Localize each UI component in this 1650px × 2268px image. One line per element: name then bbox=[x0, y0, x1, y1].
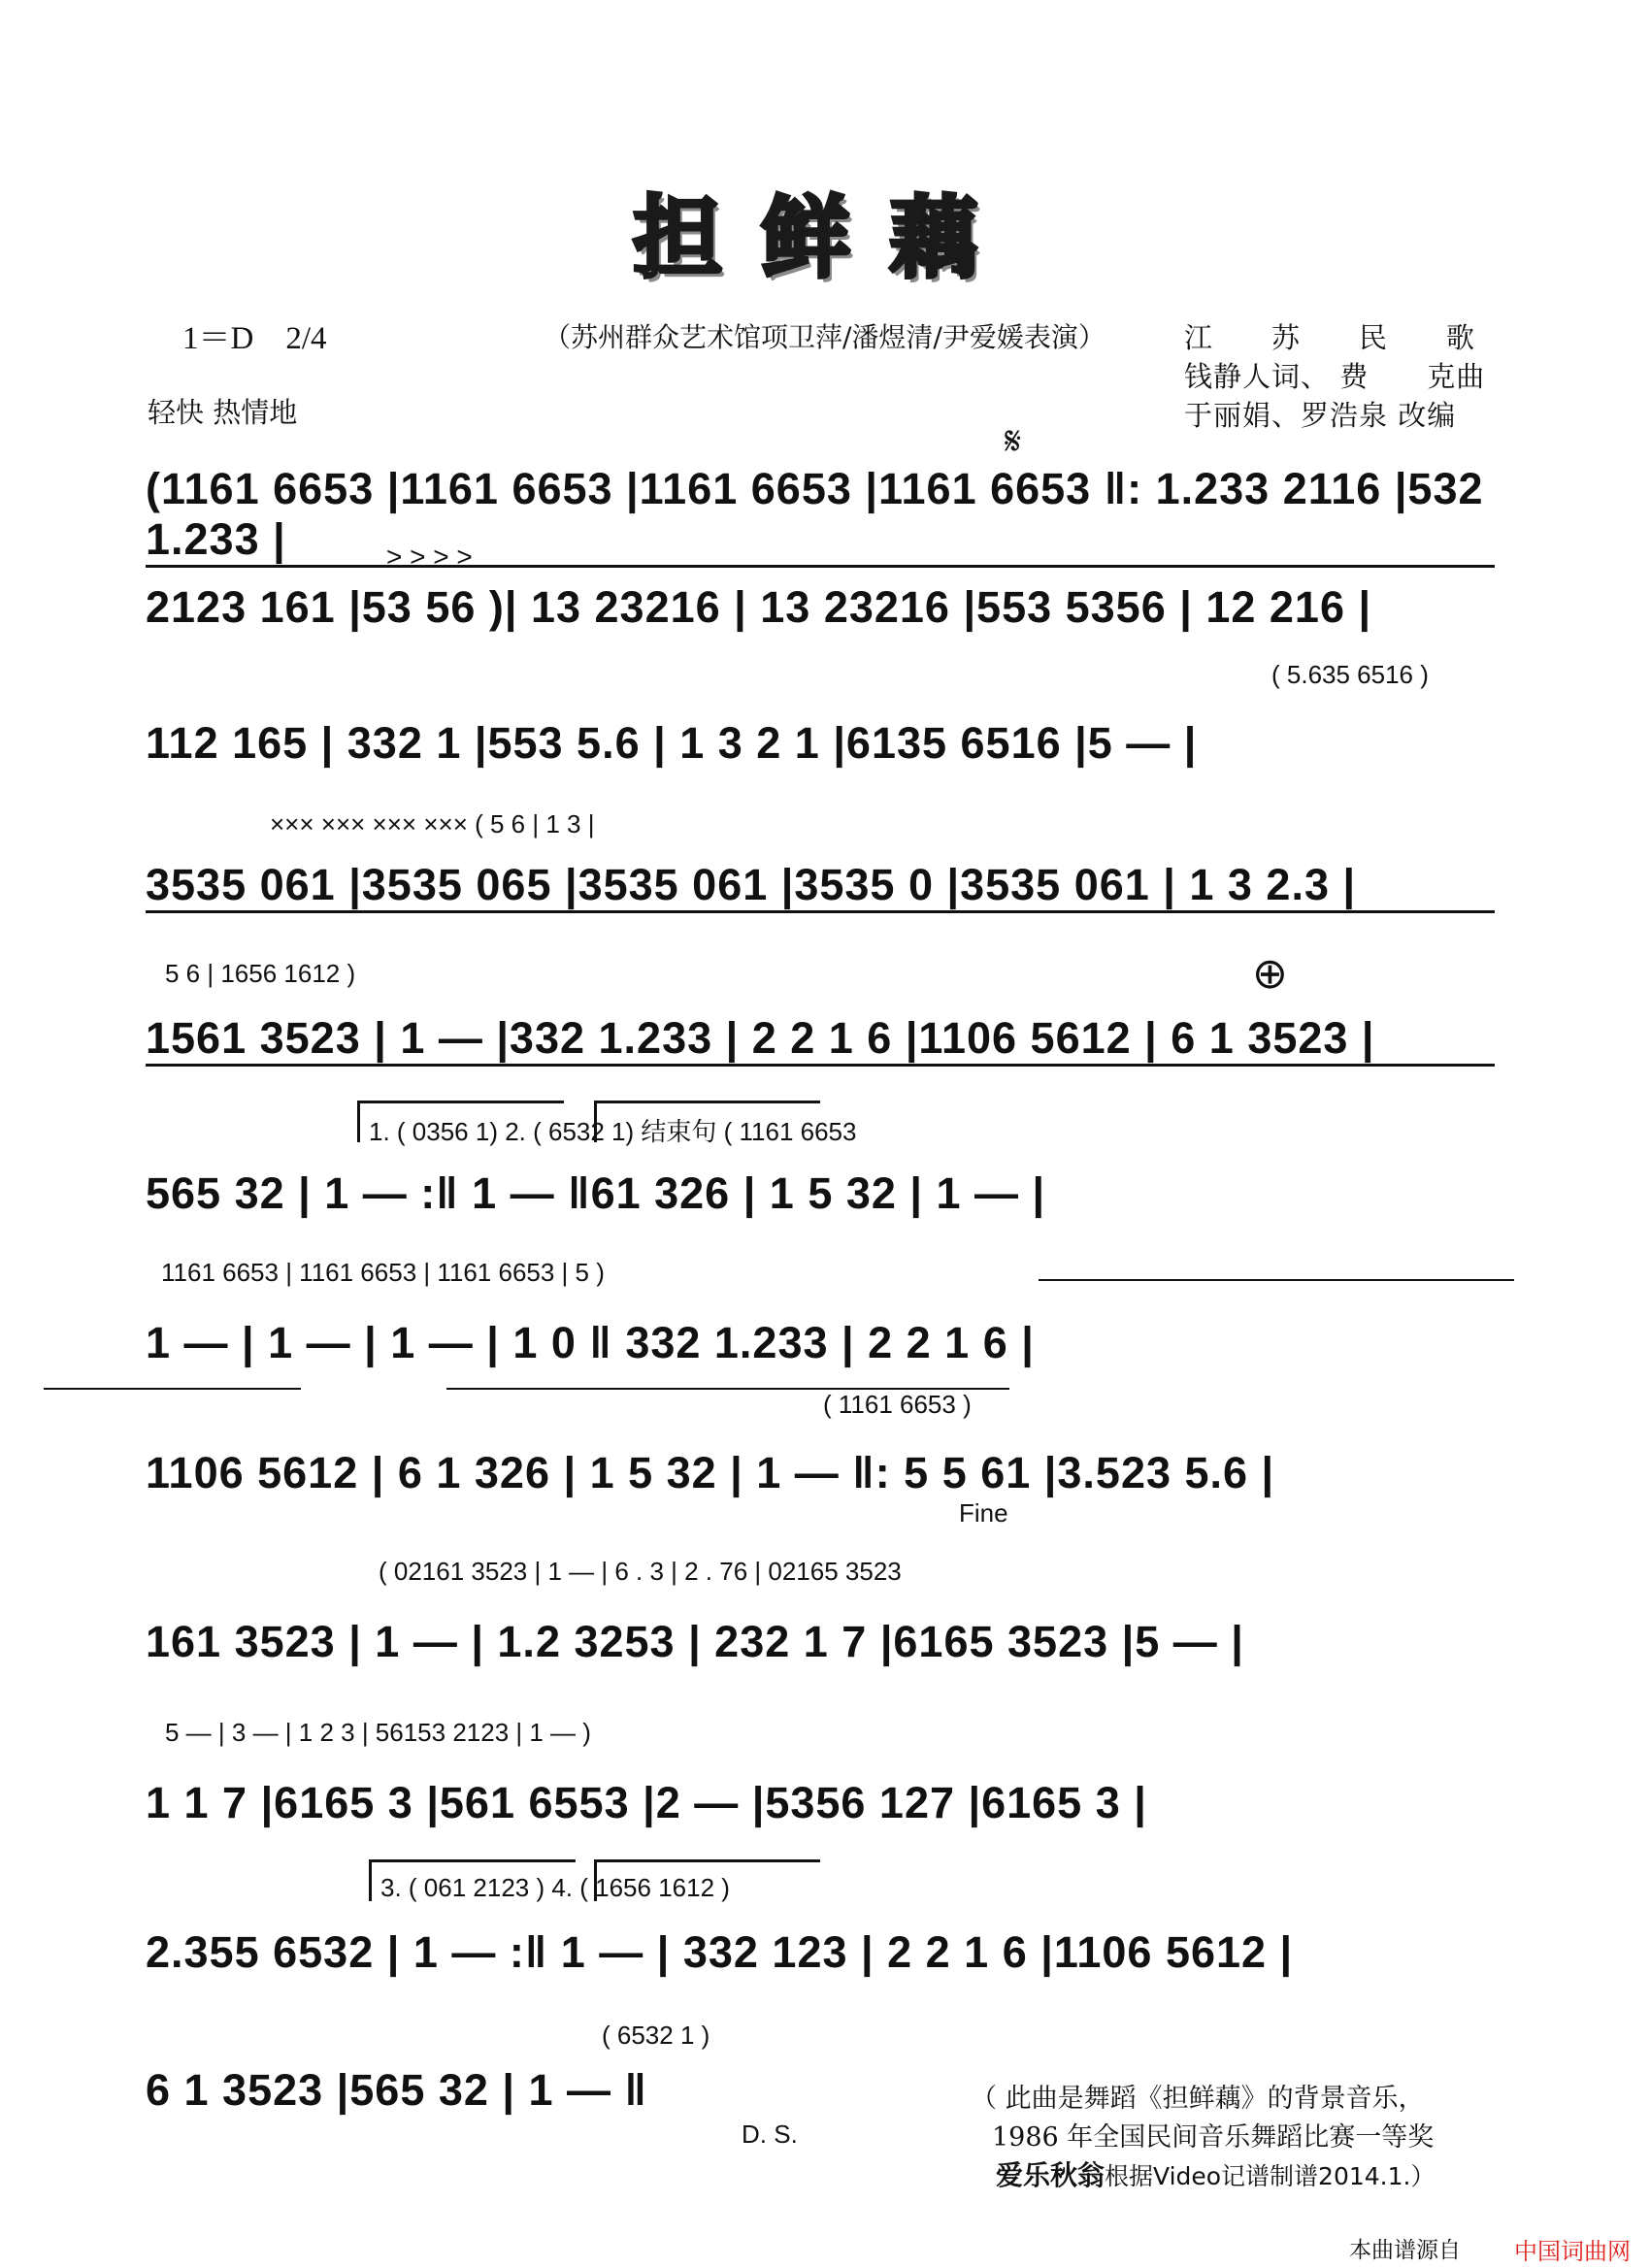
accompaniment-row-4: 5 6 | 1656 1612 ) bbox=[165, 959, 356, 988]
segno-mark: 𝄋 bbox=[1005, 419, 1022, 464]
score-row-9: 161 3523 | 1 — | 1.2 3253 | 232 1 7 |6165 3523 |5 — | bbox=[146, 1617, 1244, 1666]
note-line-2: 1986 年全国民间音乐舞蹈比赛一等奖 bbox=[992, 2122, 1435, 2153]
score-row-10: 1 1 7 |6165 3 |561 6553 |2 — |5356 127 |6165 3 | bbox=[146, 1778, 1147, 1827]
ds-marking: D. S. bbox=[742, 2120, 798, 2149]
score-row-12: 6 1 3523 |565 32 | 1 — ‖ bbox=[146, 2065, 647, 2115]
score-row-3: 112 165 | 332 1 |553 5.6 | 1 3 2 1 |6135 6516 |5 — | bbox=[146, 718, 1198, 768]
hold-line-left bbox=[44, 1388, 301, 1390]
fine-marking: Fine bbox=[959, 1498, 1008, 1528]
clap-marks: ××× ××× ××× ××× ( 5 6 | 1 3 | bbox=[270, 809, 595, 838]
footer-source: 本曲谱源自 bbox=[1349, 2238, 1461, 2263]
song-title: 担鲜藕 bbox=[632, 185, 1017, 290]
note-line-1: （ 此曲是舞蹈《担鲜藕》的背景音乐， bbox=[971, 2084, 1425, 2114]
accompaniment-row-6: 1161 6653 | 1161 6653 | 1161 6653 | 5 ) bbox=[161, 1258, 605, 1287]
ending-markings-2: 3. ( 061 2123 ) 4. ( 1656 1612 ) bbox=[380, 1873, 730, 1902]
score-row-1: (1161 6653 |1161 6653 |1161 6653 |1161 6653 ‖: 1.233 2116 |532 1.233 | bbox=[146, 464, 1495, 568]
note-date: 根据Video记谱制谱2014.1.） bbox=[1105, 2162, 1436, 2190]
performers: （苏州群众艺术馆项卫萍/潘煜清/尹爱媛表演） bbox=[544, 321, 1106, 353]
coda-mark: ⊕ bbox=[1252, 949, 1288, 999]
score-row-6: 565 32 | 1 — :‖ 1 — ‖61 326 | 1 5 32 | 1 — | bbox=[146, 1168, 1046, 1218]
accompaniment-row-9: 5 — | 3 — | 1 2 3 | 56153 2123 | 1 — ) bbox=[165, 1718, 591, 1747]
score-row-7: 1 — | 1 — | 1 — | 1 0 ‖ 332 1.233 | 2 2 1 6 | bbox=[146, 1318, 1035, 1367]
credit-lyricist: 钱静人词、 费 克曲 bbox=[1184, 360, 1486, 393]
note-line-3 bbox=[996, 2154, 1435, 2193]
accompaniment-row-8: ( 02161 3523 | 1 — | 6 . 3 | 2 . 76 | 02165 3523 bbox=[379, 1557, 902, 1586]
footer-site-link[interactable]: 中国词曲网 bbox=[1514, 2238, 1631, 2265]
key-signature: 1＝D 2/4 bbox=[182, 321, 327, 356]
score-row-11: 2.355 6532 | 1 — :‖ 1 — | 332 123 | 2 2 1 6 |1106 5612 | bbox=[146, 1927, 1294, 1977]
accompaniment-row-7: ( 1161 6653 ) bbox=[823, 1390, 972, 1419]
score-row-4: 3535 061 |3535 065 |3535 061 |3535 0 |3535 061 | 1 3 2.3 | bbox=[146, 860, 1495, 913]
score-row-5: 1561 3523 | 1 — |332 1.233 | 2 2 1 6 |1106 5612 | 6 1 3523 | bbox=[146, 1013, 1495, 1067]
score-row-2: 2123 161 |53 56 )| 13 23216 | 13 23216 |553 5356 | 12 216 | bbox=[146, 582, 1372, 632]
score-row-8: 1106 5612 | 6 1 326 | 1 5 32 | 1 — ‖: 5 5 61 |3.523 5.6 | bbox=[146, 1448, 1275, 1497]
credit-origin: 江 苏 民 歌 bbox=[1184, 321, 1476, 354]
accompaniment-row-2: ( 5.635 6516 ) bbox=[1271, 660, 1429, 689]
author-name: 爱乐秋翁 bbox=[996, 2159, 1106, 2191]
accent-marks: > > > > bbox=[386, 542, 473, 572]
accompaniment-row-11: ( 6532 1 ) bbox=[602, 2021, 710, 2050]
tie-line bbox=[1039, 1279, 1514, 1281]
credit-arranger: 于丽娟、罗浩泉 改编 bbox=[1184, 399, 1457, 432]
tempo-marking: 轻快 热情地 bbox=[148, 396, 298, 429]
ending-markings: 1. ( 0356 1) 2. ( 6532 1) 结束句 ( 1161 6653 bbox=[369, 1117, 857, 1146]
